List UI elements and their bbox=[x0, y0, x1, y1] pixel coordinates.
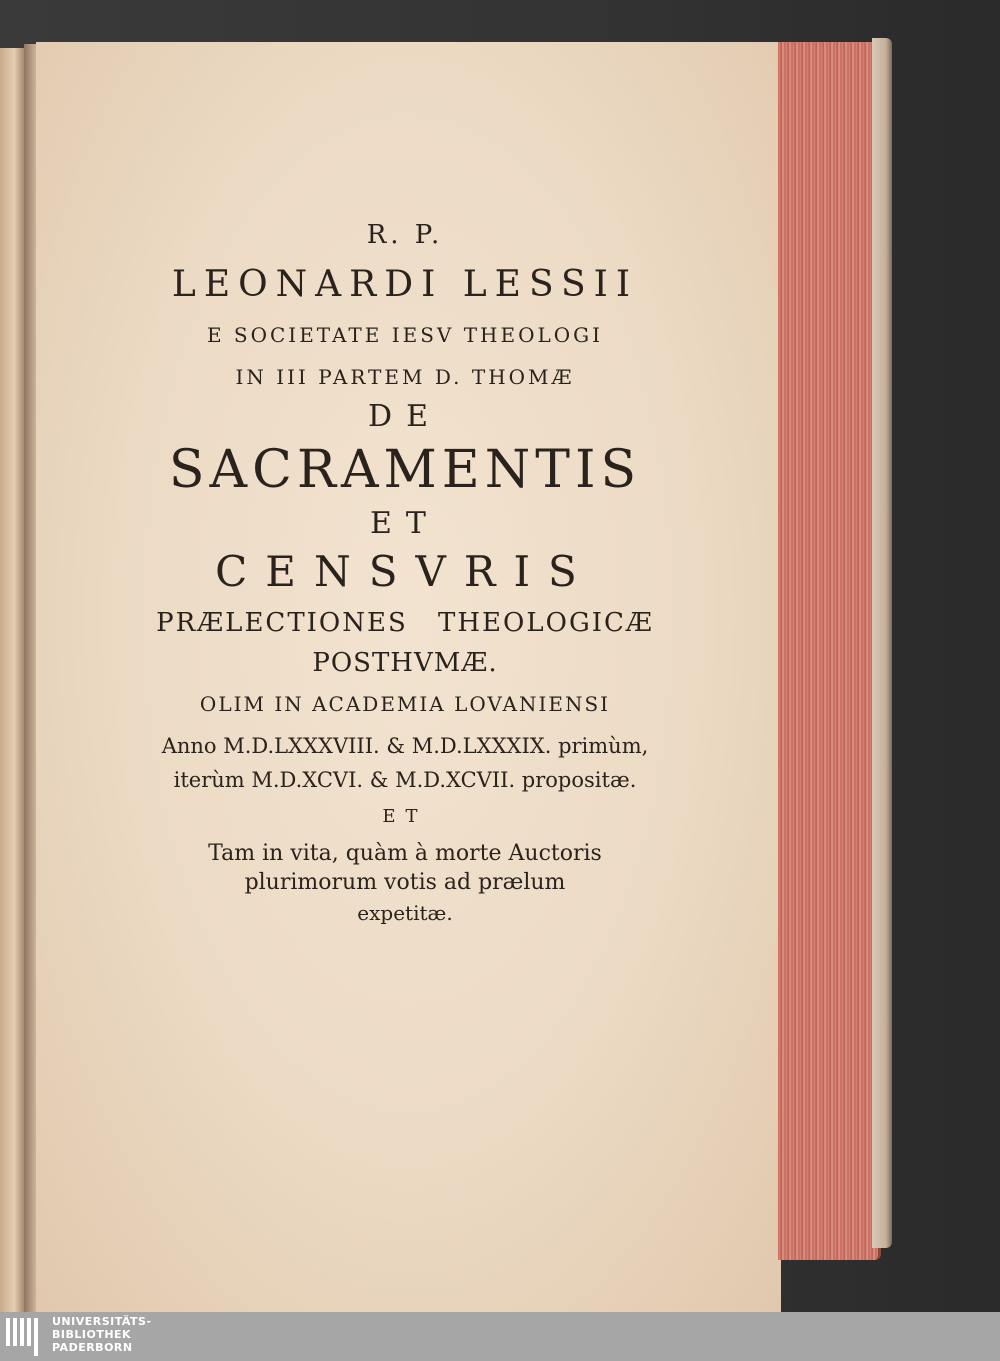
tam-line: Tam in vita, quàm à morte Auctoris bbox=[208, 841, 602, 866]
library-footer-bar bbox=[0, 1312, 1000, 1361]
praelectiones-line: PRÆLECTIONES THEOLOGICÆ bbox=[156, 608, 654, 638]
left-page-edge bbox=[0, 48, 26, 1312]
logo-line-universitaets: UNIVERSITÄTS- bbox=[52, 1315, 152, 1328]
author-society: E SOCIETATE IESV THEOLOGI bbox=[206, 323, 604, 347]
book-cover-edge bbox=[872, 38, 892, 1248]
reverend-father: R. P. bbox=[366, 220, 444, 250]
title-censuris: CENSVRIS bbox=[215, 547, 595, 596]
title-text-block bbox=[92, 220, 718, 925]
library-bars-icon bbox=[4, 1314, 44, 1359]
logo-line-paderborn: PADERBORN bbox=[52, 1341, 133, 1354]
title-de: DE bbox=[368, 399, 442, 434]
author-name: LEONARDI LESSII bbox=[171, 264, 639, 305]
title-et: ET bbox=[370, 506, 440, 541]
posthumae-line: POSTHVMÆ. bbox=[312, 648, 498, 678]
red-page-edges bbox=[778, 42, 881, 1260]
olim-line: OLIM IN ACADEMIA LOVANIENSI bbox=[199, 692, 611, 716]
anno-line: Anno M.D.LXXXVIII. & M.D.LXXXIX. primùm, bbox=[161, 734, 649, 758]
expetitae-line: expetitæ. bbox=[357, 901, 453, 925]
plurimorum-line: plurimorum votis ad prælum bbox=[244, 870, 566, 895]
et-line: ET bbox=[382, 806, 428, 827]
logo-line-bibliothek: BIBLIOTHEK bbox=[52, 1328, 132, 1341]
library-logo-text bbox=[52, 1315, 192, 1354]
title-sacramentis: SACRAMENTIS bbox=[168, 440, 642, 500]
part-reference: IN III PARTEM D. THOMÆ bbox=[235, 365, 575, 389]
iterum-line: iterùm M.D.XCVI. & M.D.XCVII. propositæ. bbox=[173, 768, 637, 792]
